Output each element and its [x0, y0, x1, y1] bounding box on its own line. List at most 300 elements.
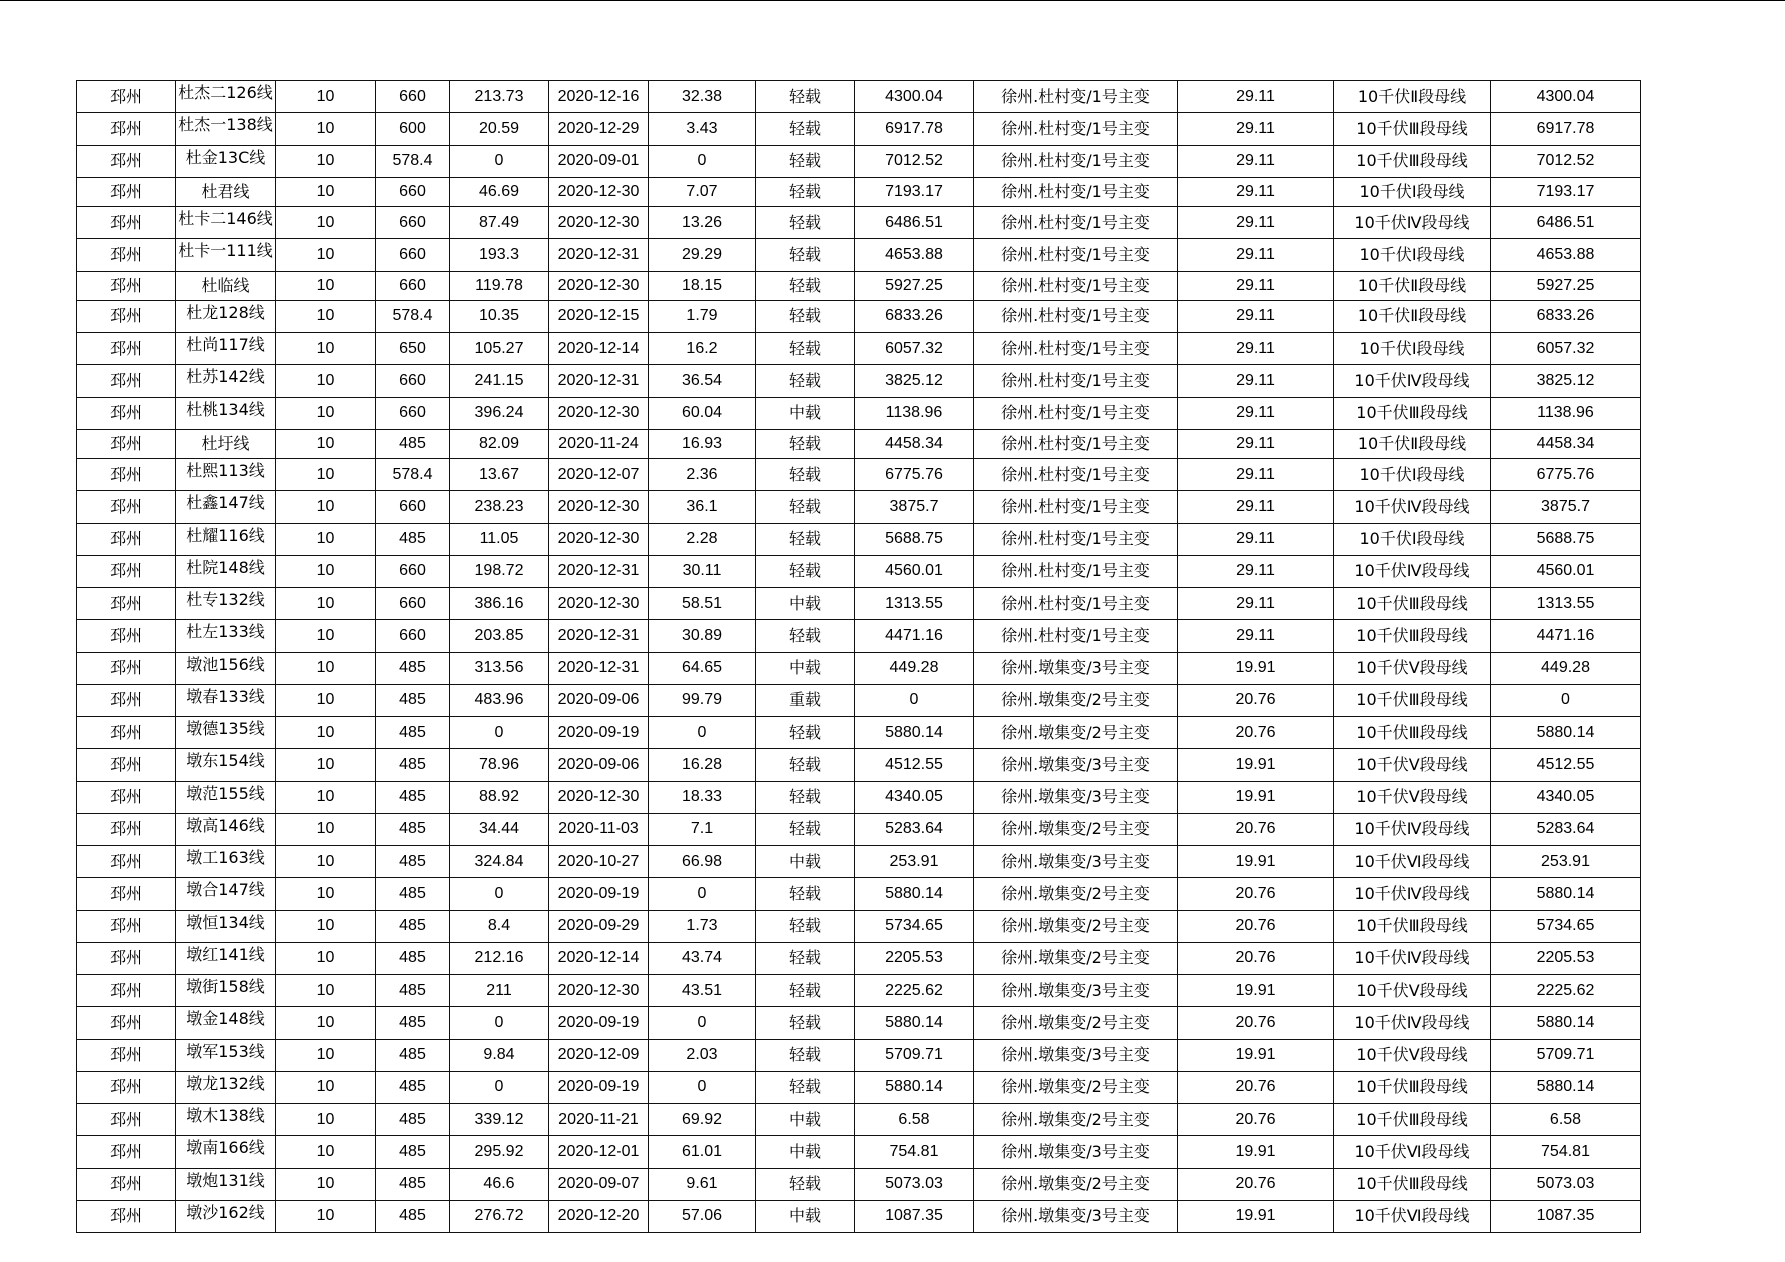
max-current-cell: 396.24: [450, 397, 549, 429]
line-name-cell: 杜鑫147线: [176, 491, 276, 523]
transformer-load-rate-cell: 29.11: [1178, 620, 1334, 652]
busbar-cell: 10千伏Ⅵ段母线: [1334, 1136, 1491, 1168]
line-name-cell: 墩军153线: [176, 1039, 276, 1071]
available-capacity-cell: 5880.14: [855, 1007, 974, 1039]
busbar-cell: 10千伏Ⅳ段母线: [1334, 207, 1491, 239]
substation-transformer-cell: 徐州.墩集变/3号主变: [974, 1039, 1178, 1071]
county-cell: 邳州: [77, 145, 176, 177]
substation-transformer-cell: 徐州.墩集变/2号主变: [974, 942, 1178, 974]
load-status-cell: 轻载: [756, 333, 855, 365]
max-date-cell: 2020-12-29: [549, 113, 649, 145]
max-date-cell: 2020-12-01: [549, 1136, 649, 1168]
voltage-cell: 10: [276, 684, 376, 716]
remaining-capacity-cell: 5073.03: [1491, 1168, 1641, 1200]
load-rate-cell: 61.01: [649, 1136, 756, 1168]
rated-current-cell: 660: [376, 491, 450, 523]
max-current-cell: 386.16: [450, 588, 549, 620]
max-current-cell: 34.44: [450, 813, 549, 845]
available-capacity-cell: 5283.64: [855, 813, 974, 845]
table-row: [77, 620, 1641, 652]
load-status-cell: 中载: [756, 652, 855, 684]
table-row: [77, 1039, 1641, 1071]
rated-current-cell: 660: [376, 365, 450, 397]
table-body: [77, 81, 1641, 1233]
voltage-cell: 10: [276, 781, 376, 813]
transformer-load-rate-cell: 29.11: [1178, 207, 1334, 239]
load-status-cell: 轻载: [756, 1168, 855, 1200]
rated-current-cell: 485: [376, 878, 450, 910]
transformer-load-rate-cell: 19.91: [1178, 652, 1334, 684]
line-name-cell: 墩范155线: [176, 781, 276, 813]
available-capacity-cell: 6775.76: [855, 459, 974, 491]
county-cell: 邳州: [77, 652, 176, 684]
substation-transformer-cell: 徐州.杜村变/1号主变: [974, 333, 1178, 365]
substation-transformer-cell: 徐州.墩集变/3号主变: [974, 1136, 1178, 1168]
substation-transformer-cell: 徐州.杜村变/1号主变: [974, 81, 1178, 113]
load-status-cell: 轻载: [756, 1039, 855, 1071]
substation-transformer-cell: 徐州.墩集变/2号主变: [974, 1168, 1178, 1200]
voltage-cell: 10: [276, 365, 376, 397]
available-capacity-cell: 6833.26: [855, 300, 974, 332]
transformer-load-rate-cell: 20.76: [1178, 717, 1334, 749]
max-date-cell: 2020-09-06: [549, 684, 649, 716]
load-rate-cell: 29.29: [649, 239, 756, 271]
available-capacity-cell: 253.91: [855, 846, 974, 878]
available-capacity-cell: 0: [855, 684, 974, 716]
line-name-cell: 杜卡一111线: [176, 239, 276, 271]
table-row: [77, 846, 1641, 878]
busbar-cell: 10千伏Ⅲ段母线: [1334, 1168, 1491, 1200]
voltage-cell: 10: [276, 271, 376, 300]
table-row: [77, 429, 1641, 458]
load-rate-cell: 16.93: [649, 429, 756, 458]
max-current-cell: 0: [450, 717, 549, 749]
transformer-load-rate-cell: 29.11: [1178, 523, 1334, 555]
line-name-cell: 杜院148线: [176, 555, 276, 587]
substation-transformer-cell: 徐州.墩集变/3号主变: [974, 846, 1178, 878]
remaining-capacity-cell: 1313.55: [1491, 588, 1641, 620]
load-status-cell: 轻载: [756, 910, 855, 942]
load-rate-cell: 1.79: [649, 300, 756, 332]
table-row: [77, 910, 1641, 942]
county-cell: 邳州: [77, 177, 176, 206]
line-name-cell: 墩工163线: [176, 846, 276, 878]
load-rate-cell: 36.54: [649, 365, 756, 397]
transformer-load-rate-cell: 29.11: [1178, 113, 1334, 145]
load-rate-cell: 0: [649, 878, 756, 910]
max-date-cell: 2020-09-06: [549, 749, 649, 781]
substation-transformer-cell: 徐州.墩集变/2号主变: [974, 910, 1178, 942]
transformer-load-rate-cell: 29.11: [1178, 491, 1334, 523]
transformer-load-rate-cell: 29.11: [1178, 397, 1334, 429]
table-row: [77, 1104, 1641, 1136]
transformer-load-rate-cell: 20.76: [1178, 813, 1334, 845]
line-name-cell: 墩池156线: [176, 652, 276, 684]
busbar-cell: 10千伏Ⅳ段母线: [1334, 1007, 1491, 1039]
load-status-cell: 轻载: [756, 813, 855, 845]
substation-transformer-cell: 徐州.杜村变/1号主变: [974, 300, 1178, 332]
county-cell: 邳州: [77, 684, 176, 716]
county-cell: 邳州: [77, 620, 176, 652]
county-cell: 邳州: [77, 717, 176, 749]
load-status-cell: 轻载: [756, 555, 855, 587]
line-name-cell: 墩东154线: [176, 749, 276, 781]
load-rate-cell: 32.38: [649, 81, 756, 113]
substation-transformer-cell: 徐州.杜村变/1号主变: [974, 207, 1178, 239]
page-top-rule: [0, 0, 1785, 1]
max-current-cell: 241.15: [450, 365, 549, 397]
load-rate-cell: 7.1: [649, 813, 756, 845]
available-capacity-cell: 5709.71: [855, 1039, 974, 1071]
load-rate-cell: 18.15: [649, 271, 756, 300]
busbar-cell: 10千伏Ⅱ段母线: [1334, 429, 1491, 458]
max-date-cell: 2020-09-19: [549, 1007, 649, 1039]
county-cell: 邳州: [77, 300, 176, 332]
table-row: [77, 942, 1641, 974]
table-row: [77, 207, 1641, 239]
available-capacity-cell: 4560.01: [855, 555, 974, 587]
substation-transformer-cell: 徐州.墩集变/3号主变: [974, 1200, 1178, 1232]
line-name-cell: 墩恒134线: [176, 910, 276, 942]
substation-transformer-cell: 徐州.杜村变/1号主变: [974, 365, 1178, 397]
remaining-capacity-cell: 6.58: [1491, 1104, 1641, 1136]
rated-current-cell: 660: [376, 207, 450, 239]
line-name-cell: 杜熙113线: [176, 459, 276, 491]
line-name-cell: 杜龙128线: [176, 300, 276, 332]
voltage-cell: 10: [276, 113, 376, 145]
transformer-load-rate-cell: 29.11: [1178, 177, 1334, 206]
transformer-load-rate-cell: 19.91: [1178, 749, 1334, 781]
remaining-capacity-cell: 6917.78: [1491, 113, 1641, 145]
max-date-cell: 2020-12-31: [549, 620, 649, 652]
available-capacity-cell: 5734.65: [855, 910, 974, 942]
max-current-cell: 8.4: [450, 910, 549, 942]
transformer-load-rate-cell: 20.76: [1178, 942, 1334, 974]
voltage-cell: 10: [276, 1136, 376, 1168]
county-cell: 邳州: [77, 1007, 176, 1039]
line-name-cell: 杜卡二146线: [176, 207, 276, 239]
max-current-cell: 46.6: [450, 1168, 549, 1200]
transformer-load-rate-cell: 29.11: [1178, 555, 1334, 587]
busbar-cell: 10千伏Ⅳ段母线: [1334, 878, 1491, 910]
available-capacity-cell: 4471.16: [855, 620, 974, 652]
county-cell: 邳州: [77, 781, 176, 813]
remaining-capacity-cell: 5880.14: [1491, 717, 1641, 749]
remaining-capacity-cell: 1138.96: [1491, 397, 1641, 429]
max-current-cell: 198.72: [450, 555, 549, 587]
load-rate-cell: 30.11: [649, 555, 756, 587]
transformer-load-rate-cell: 20.76: [1178, 1007, 1334, 1039]
max-date-cell: 2020-11-03: [549, 813, 649, 845]
voltage-cell: 10: [276, 1071, 376, 1103]
max-date-cell: 2020-09-01: [549, 145, 649, 177]
load-status-cell: 重载: [756, 684, 855, 716]
load-rate-cell: 58.51: [649, 588, 756, 620]
load-status-cell: 轻载: [756, 491, 855, 523]
busbar-cell: 10千伏Ⅲ段母线: [1334, 717, 1491, 749]
load-rate-cell: 7.07: [649, 177, 756, 206]
rated-current-cell: 485: [376, 846, 450, 878]
rated-current-cell: 485: [376, 781, 450, 813]
load-rate-cell: 43.51: [649, 975, 756, 1007]
available-capacity-cell: 4300.04: [855, 81, 974, 113]
load-status-cell: 轻载: [756, 177, 855, 206]
load-status-cell: 轻载: [756, 429, 855, 458]
table-row: [77, 684, 1641, 716]
voltage-cell: 10: [276, 1104, 376, 1136]
substation-transformer-cell: 徐州.杜村变/1号主变: [974, 397, 1178, 429]
line-name-cell: 杜耀116线: [176, 523, 276, 555]
line-name-cell: 杜圩线: [176, 429, 276, 458]
load-status-cell: 轻载: [756, 975, 855, 1007]
table-row: [77, 113, 1641, 145]
line-name-cell: 墩春133线: [176, 684, 276, 716]
rated-current-cell: 485: [376, 523, 450, 555]
load-status-cell: 轻载: [756, 523, 855, 555]
voltage-cell: 10: [276, 910, 376, 942]
rated-current-cell: 485: [376, 684, 450, 716]
remaining-capacity-cell: 5734.65: [1491, 910, 1641, 942]
county-cell: 邳州: [77, 207, 176, 239]
voltage-cell: 10: [276, 397, 376, 429]
voltage-cell: 10: [276, 1200, 376, 1232]
table-row: [77, 459, 1641, 491]
rated-current-cell: 660: [376, 397, 450, 429]
table-row: [77, 300, 1641, 332]
remaining-capacity-cell: 5880.14: [1491, 1007, 1641, 1039]
county-cell: 邳州: [77, 910, 176, 942]
substation-transformer-cell: 徐州.杜村变/1号主变: [974, 459, 1178, 491]
max-current-cell: 295.92: [450, 1136, 549, 1168]
voltage-cell: 10: [276, 177, 376, 206]
rated-current-cell: 578.4: [376, 300, 450, 332]
voltage-cell: 10: [276, 1007, 376, 1039]
substation-transformer-cell: 徐州.墩集变/2号主变: [974, 813, 1178, 845]
line-name-cell: 杜临线: [176, 271, 276, 300]
county-cell: 邳州: [77, 1104, 176, 1136]
max-date-cell: 2020-12-14: [549, 942, 649, 974]
table-row: [77, 1136, 1641, 1168]
table-row: [77, 271, 1641, 300]
transformer-load-rate-cell: 20.76: [1178, 684, 1334, 716]
line-name-cell: 杜左133线: [176, 620, 276, 652]
remaining-capacity-cell: 5283.64: [1491, 813, 1641, 845]
remaining-capacity-cell: 5880.14: [1491, 878, 1641, 910]
substation-transformer-cell: 徐州.墩集变/2号主变: [974, 717, 1178, 749]
transformer-load-rate-cell: 19.91: [1178, 1200, 1334, 1232]
rated-current-cell: 578.4: [376, 459, 450, 491]
max-current-cell: 13.67: [450, 459, 549, 491]
table-row: [77, 781, 1641, 813]
available-capacity-cell: 1313.55: [855, 588, 974, 620]
rated-current-cell: 485: [376, 1007, 450, 1039]
load-rate-cell: 16.28: [649, 749, 756, 781]
rated-current-cell: 485: [376, 942, 450, 974]
remaining-capacity-cell: 4340.05: [1491, 781, 1641, 813]
substation-transformer-cell: 徐州.杜村变/1号主变: [974, 588, 1178, 620]
transformer-load-rate-cell: 20.76: [1178, 878, 1334, 910]
max-date-cell: 2020-11-24: [549, 429, 649, 458]
available-capacity-cell: 754.81: [855, 1136, 974, 1168]
available-capacity-cell: 3875.7: [855, 491, 974, 523]
max-date-cell: 2020-12-31: [549, 652, 649, 684]
remaining-capacity-cell: 6833.26: [1491, 300, 1641, 332]
county-cell: 邳州: [77, 749, 176, 781]
max-current-cell: 193.3: [450, 239, 549, 271]
transformer-load-rate-cell: 29.11: [1178, 271, 1334, 300]
load-status-cell: 轻载: [756, 365, 855, 397]
remaining-capacity-cell: 4458.34: [1491, 429, 1641, 458]
remaining-capacity-cell: 3825.12: [1491, 365, 1641, 397]
busbar-cell: 10千伏Ⅳ段母线: [1334, 365, 1491, 397]
county-cell: 邳州: [77, 1200, 176, 1232]
transformer-load-rate-cell: 19.91: [1178, 1039, 1334, 1071]
county-cell: 邳州: [77, 491, 176, 523]
load-rate-cell: 66.98: [649, 846, 756, 878]
max-current-cell: 0: [450, 1007, 549, 1039]
table-row: [77, 239, 1641, 271]
max-current-cell: 324.84: [450, 846, 549, 878]
max-current-cell: 313.56: [450, 652, 549, 684]
remaining-capacity-cell: 754.81: [1491, 1136, 1641, 1168]
remaining-capacity-cell: 2205.53: [1491, 942, 1641, 974]
line-name-cell: 杜金13C线: [176, 145, 276, 177]
voltage-cell: 10: [276, 846, 376, 878]
max-current-cell: 211: [450, 975, 549, 1007]
remaining-capacity-cell: 449.28: [1491, 652, 1641, 684]
max-date-cell: 2020-12-14: [549, 333, 649, 365]
voltage-cell: 10: [276, 717, 376, 749]
load-status-cell: 中载: [756, 588, 855, 620]
busbar-cell: 10千伏Ⅳ段母线: [1334, 555, 1491, 587]
county-cell: 邳州: [77, 1071, 176, 1103]
rated-current-cell: 485: [376, 1168, 450, 1200]
transformer-load-rate-cell: 19.91: [1178, 781, 1334, 813]
substation-transformer-cell: 徐州.墩集变/3号主变: [974, 781, 1178, 813]
transformer-load-rate-cell: 29.11: [1178, 145, 1334, 177]
table-row: [77, 333, 1641, 365]
busbar-cell: 10千伏Ⅳ段母线: [1334, 491, 1491, 523]
transformer-load-rate-cell: 19.91: [1178, 1136, 1334, 1168]
voltage-cell: 10: [276, 459, 376, 491]
max-date-cell: 2020-12-20: [549, 1200, 649, 1232]
rated-current-cell: 660: [376, 588, 450, 620]
max-date-cell: 2020-12-09: [549, 1039, 649, 1071]
table-row: [77, 1200, 1641, 1232]
busbar-cell: 10千伏Ⅴ段母线: [1334, 1039, 1491, 1071]
max-date-cell: 2020-12-31: [549, 239, 649, 271]
max-date-cell: 2020-09-19: [549, 1071, 649, 1103]
substation-transformer-cell: 徐州.杜村变/1号主变: [974, 271, 1178, 300]
table-row: [77, 717, 1641, 749]
transformer-load-rate-cell: 29.11: [1178, 429, 1334, 458]
rated-current-cell: 485: [376, 975, 450, 1007]
load-rate-cell: 18.33: [649, 781, 756, 813]
load-status-cell: 中载: [756, 1104, 855, 1136]
max-date-cell: 2020-12-30: [549, 781, 649, 813]
rated-current-cell: 485: [376, 1071, 450, 1103]
busbar-cell: 10千伏Ⅲ段母线: [1334, 620, 1491, 652]
max-current-cell: 10.35: [450, 300, 549, 332]
remaining-capacity-cell: 0: [1491, 684, 1641, 716]
transformer-load-rate-cell: 20.76: [1178, 1104, 1334, 1136]
busbar-cell: 10千伏Ⅰ段母线: [1334, 523, 1491, 555]
available-capacity-cell: 2225.62: [855, 975, 974, 1007]
load-status-cell: 轻载: [756, 239, 855, 271]
max-current-cell: 11.05: [450, 523, 549, 555]
max-current-cell: 339.12: [450, 1104, 549, 1136]
remaining-capacity-cell: 7012.52: [1491, 145, 1641, 177]
load-status-cell: 轻载: [756, 1071, 855, 1103]
substation-transformer-cell: 徐州.墩集变/3号主变: [974, 749, 1178, 781]
max-date-cell: 2020-12-31: [549, 365, 649, 397]
max-date-cell: 2020-09-19: [549, 717, 649, 749]
table-row: [77, 397, 1641, 429]
load-status-cell: 轻载: [756, 81, 855, 113]
substation-transformer-cell: 徐州.杜村变/1号主变: [974, 145, 1178, 177]
line-name-cell: 杜苏142线: [176, 365, 276, 397]
max-current-cell: 0: [450, 1071, 549, 1103]
max-date-cell: 2020-12-15: [549, 300, 649, 332]
max-date-cell: 2020-12-16: [549, 81, 649, 113]
substation-transformer-cell: 徐州.杜村变/1号主变: [974, 620, 1178, 652]
max-date-cell: 2020-12-31: [549, 555, 649, 587]
max-current-cell: 483.96: [450, 684, 549, 716]
max-current-cell: 0: [450, 878, 549, 910]
remaining-capacity-cell: 253.91: [1491, 846, 1641, 878]
busbar-cell: 10千伏Ⅰ段母线: [1334, 333, 1491, 365]
county-cell: 邳州: [77, 459, 176, 491]
max-date-cell: 2020-12-07: [549, 459, 649, 491]
busbar-cell: 10千伏Ⅲ段母线: [1334, 397, 1491, 429]
substation-transformer-cell: 徐州.杜村变/1号主变: [974, 523, 1178, 555]
substation-transformer-cell: 徐州.杜村变/1号主变: [974, 555, 1178, 587]
busbar-cell: 10千伏Ⅱ段母线: [1334, 81, 1491, 113]
busbar-cell: 10千伏Ⅰ段母线: [1334, 239, 1491, 271]
voltage-cell: 10: [276, 429, 376, 458]
substation-transformer-cell: 徐州.杜村变/1号主变: [974, 429, 1178, 458]
busbar-cell: 10千伏Ⅴ段母线: [1334, 652, 1491, 684]
load-status-cell: 轻载: [756, 113, 855, 145]
busbar-cell: 10千伏Ⅵ段母线: [1334, 1200, 1491, 1232]
voltage-cell: 10: [276, 300, 376, 332]
available-capacity-cell: 4653.88: [855, 239, 974, 271]
busbar-cell: 10千伏Ⅴ段母线: [1334, 781, 1491, 813]
load-rate-cell: 30.89: [649, 620, 756, 652]
line-name-cell: 墩红141线: [176, 942, 276, 974]
county-cell: 邳州: [77, 333, 176, 365]
load-rate-cell: 64.65: [649, 652, 756, 684]
table-row: [77, 1168, 1641, 1200]
line-name-cell: 墩街158线: [176, 975, 276, 1007]
busbar-cell: 10千伏Ⅲ段母线: [1334, 145, 1491, 177]
busbar-cell: 10千伏Ⅲ段母线: [1334, 910, 1491, 942]
voltage-cell: 10: [276, 878, 376, 910]
voltage-cell: 10: [276, 652, 376, 684]
table-row: [77, 365, 1641, 397]
max-date-cell: 2020-09-19: [549, 878, 649, 910]
load-rate-cell: 0: [649, 717, 756, 749]
load-status-cell: 轻载: [756, 878, 855, 910]
busbar-cell: 10千伏Ⅴ段母线: [1334, 749, 1491, 781]
county-cell: 邳州: [77, 429, 176, 458]
county-cell: 邳州: [77, 846, 176, 878]
transformer-load-rate-cell: 29.11: [1178, 459, 1334, 491]
busbar-cell: 10千伏Ⅲ段母线: [1334, 1104, 1491, 1136]
available-capacity-cell: 7012.52: [855, 145, 974, 177]
rated-current-cell: 485: [376, 910, 450, 942]
feeder-load-table: [76, 80, 1641, 1233]
